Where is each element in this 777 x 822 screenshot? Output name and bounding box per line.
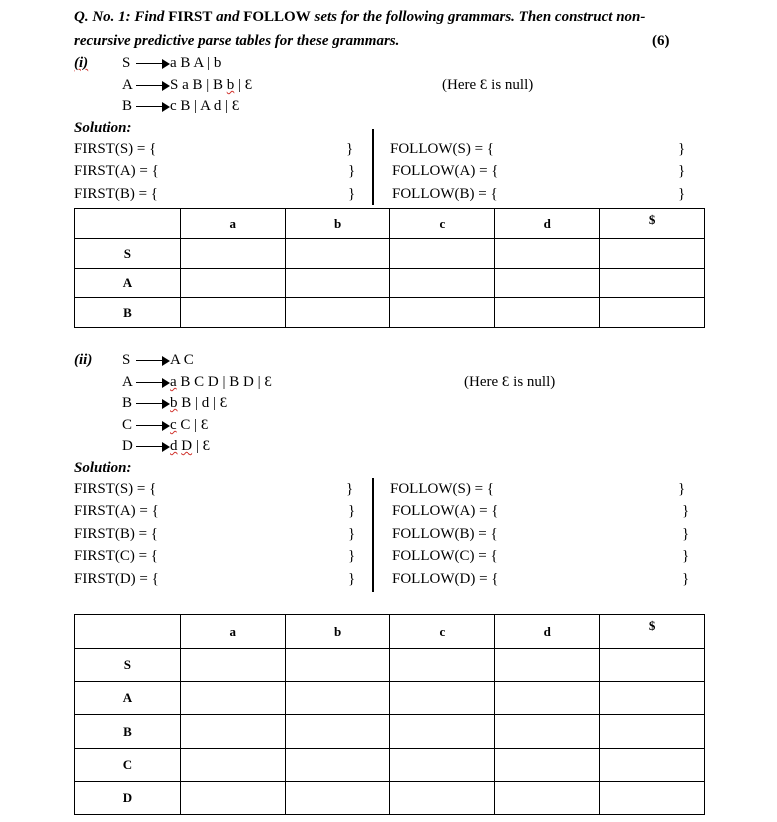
part2-first-c: FIRST(C) = { — [74, 548, 159, 564]
table-cell[interactable] — [600, 269, 705, 298]
table-row — [75, 649, 705, 682]
part2-first-s-close: } — [346, 481, 354, 497]
row-header: B — [75, 298, 181, 328]
row-header: A — [75, 269, 181, 298]
table-cell[interactable] — [495, 239, 600, 269]
table-cell[interactable] — [390, 715, 495, 749]
part2-follow-s: FOLLOW(S) = { — [390, 481, 494, 497]
table-cell[interactable] — [285, 239, 390, 269]
production-lhs: D — [122, 438, 133, 454]
table-header-row — [75, 615, 705, 649]
row-header: D — [75, 782, 181, 815]
row-header: S — [75, 239, 181, 269]
part2-production-a — [122, 374, 272, 391]
production-lhs: A — [122, 77, 133, 93]
part1-label: (i) — [74, 55, 89, 71]
part2-follow-d: FOLLOW(D) = { — [392, 571, 499, 587]
part1-first-b-close: } — [348, 186, 356, 202]
table-corner-cell — [75, 209, 181, 239]
table-cell[interactable] — [495, 298, 600, 328]
part1-production-a — [122, 77, 252, 94]
production-lhs: B — [122, 395, 133, 411]
table-cell[interactable] — [285, 782, 390, 815]
table-cell[interactable] — [600, 239, 705, 269]
question-marks: (6) — [652, 33, 670, 49]
table-cell[interactable] — [285, 269, 390, 298]
table-row — [75, 682, 705, 715]
part1-follow-a-close: } — [678, 163, 686, 179]
arrow-icon — [136, 59, 170, 69]
arrow-icon — [136, 399, 170, 409]
table-cell[interactable] — [285, 749, 390, 782]
part2-first-s: FIRST(S) = { — [74, 481, 157, 497]
row-header: C — [75, 749, 181, 782]
part2-first-b: FIRST(B) = { — [74, 526, 159, 542]
production-rhs: B C D | B D | Ɛ — [176, 374, 272, 390]
column-header: a — [180, 615, 285, 649]
part1-follow-a: FOLLOW(A) = { — [392, 163, 499, 179]
column-header: b — [285, 209, 390, 239]
question-text-2: and — [212, 9, 244, 25]
part1-production-s — [122, 55, 221, 72]
column-header: d — [495, 615, 600, 649]
part2-divider — [372, 478, 374, 592]
question-text-3: sets for the following grammars. Then construct non- — [310, 9, 646, 25]
table-cell[interactable] — [285, 649, 390, 682]
production-lhs: B — [122, 98, 133, 114]
production-rhs: B | d | Ɛ — [177, 395, 228, 411]
production-lhs: C — [122, 417, 133, 433]
part2-label: (ii) — [74, 352, 93, 368]
production-rhs: | Ɛ — [234, 77, 253, 93]
production-rhs: a B A | b — [170, 55, 222, 71]
part1-follow-s: FOLLOW(S) = { — [390, 141, 494, 157]
table-row — [75, 782, 705, 815]
table-cell[interactable] — [390, 269, 495, 298]
follow-keyword: FOLLOW — [243, 9, 311, 25]
table-row — [75, 749, 705, 782]
part2-first-b-close: } — [348, 526, 356, 542]
table-row — [75, 239, 705, 269]
table-cell[interactable] — [600, 749, 705, 782]
table-cell[interactable] — [495, 682, 600, 715]
production-rhs-token: D — [181, 438, 193, 454]
production-rhs: | Ɛ — [192, 438, 211, 454]
table-cell[interactable] — [180, 715, 285, 749]
table-cell[interactable] — [180, 749, 285, 782]
production-rhs-token: c — [170, 417, 177, 433]
part2-follow-a-close: } — [682, 503, 690, 519]
table-header-row — [75, 209, 705, 239]
table-cell[interactable] — [180, 269, 285, 298]
arrow-icon — [136, 421, 170, 431]
production-lhs: S — [122, 352, 131, 368]
part1-first-s: FIRST(S) = { — [74, 141, 157, 157]
table-cell[interactable] — [495, 715, 600, 749]
production-lhs: S — [122, 55, 131, 71]
table-cell[interactable] — [390, 749, 495, 782]
first-keyword: FIRST — [168, 9, 213, 25]
question-line-1 — [74, 9, 645, 26]
part1-parse-table — [74, 208, 705, 328]
table-cell[interactable] — [390, 298, 495, 328]
table-row — [75, 298, 705, 328]
part2-follow-a: FOLLOW(A) = { — [392, 503, 499, 519]
question-number: Q. No. 1: — [74, 9, 135, 25]
arrow-icon — [136, 356, 170, 366]
row-header: A — [75, 682, 181, 715]
table-cell[interactable] — [600, 715, 705, 749]
production-rhs: A C — [170, 352, 194, 368]
table-cell[interactable] — [285, 682, 390, 715]
table-cell[interactable] — [495, 782, 600, 815]
table-cell[interactable] — [180, 682, 285, 715]
table-cell[interactable] — [600, 649, 705, 682]
part1-production-b — [122, 98, 239, 115]
table-cell[interactable] — [285, 715, 390, 749]
part2-follow-s-close: } — [678, 481, 686, 497]
part2-first-c-close: } — [348, 548, 356, 564]
part2-follow-c-close: } — [682, 548, 690, 564]
part2-production-d — [122, 438, 210, 455]
column-header: a — [180, 209, 285, 239]
table-cell[interactable] — [390, 649, 495, 682]
question-text-1: Find — [134, 9, 169, 25]
arrow-icon — [136, 442, 170, 452]
production-rhs-token: b — [170, 395, 178, 411]
production-rhs: c B | A d | Ɛ — [170, 98, 240, 114]
table-cell[interactable] — [180, 239, 285, 269]
row-header: B — [75, 715, 181, 749]
production-rhs: C | Ɛ — [176, 417, 209, 433]
part2-first-a-close: } — [348, 503, 356, 519]
part2-null-note: (Here Ɛ is null) — [464, 374, 556, 390]
part2-follow-d-close: } — [682, 571, 690, 587]
table-cell[interactable] — [600, 298, 705, 328]
part2-production-s — [122, 352, 194, 369]
part2-production-c — [122, 417, 208, 434]
column-header: $ — [600, 615, 705, 649]
table-cell[interactable] — [390, 782, 495, 815]
table-cell[interactable] — [495, 749, 600, 782]
table-cell[interactable] — [390, 682, 495, 715]
table-cell[interactable] — [495, 269, 600, 298]
part1-solution-label: Solution: — [74, 120, 132, 136]
question-line-2: recursive predictive parse tables for these grammars. — [74, 33, 400, 49]
part1-follow-b-close: } — [678, 186, 686, 202]
production-rhs-token: d — [170, 438, 178, 454]
table-cell[interactable] — [390, 239, 495, 269]
part1-divider — [372, 129, 374, 205]
part2-solution-label: Solution: — [74, 460, 132, 476]
table-row — [75, 269, 705, 298]
part1-follow-b: FOLLOW(B) = { — [392, 186, 498, 202]
part2-first-d-close: } — [348, 571, 356, 587]
arrow-icon — [136, 102, 170, 112]
part2-follow-c: FOLLOW(C) = { — [392, 548, 498, 564]
column-header: c — [390, 209, 495, 239]
column-header: b — [285, 615, 390, 649]
part2-parse-table — [74, 614, 705, 815]
part2-first-d: FIRST(D) = { — [74, 571, 159, 587]
part1-follow-s-close: } — [678, 141, 686, 157]
table-cell[interactable] — [600, 682, 705, 715]
table-corner-cell — [75, 615, 181, 649]
part1-first-a-close: } — [348, 163, 356, 179]
part1-first-b: FIRST(B) = { — [74, 186, 159, 202]
production-rhs: S a B | B — [170, 77, 227, 93]
part1-first-s-close: } — [346, 141, 354, 157]
production-rhs-token: b — [226, 77, 235, 93]
part2-production-b — [122, 395, 227, 412]
table-cell[interactable] — [495, 649, 600, 682]
column-header: $ — [600, 209, 705, 239]
production-rhs-token: a — [170, 374, 177, 390]
part1-null-note: (Here Ɛ is null) — [442, 77, 534, 93]
part1-first-a: FIRST(A) = { — [74, 163, 159, 179]
table-cell[interactable] — [600, 782, 705, 815]
table-row — [75, 715, 705, 749]
column-header: d — [495, 209, 600, 239]
arrow-icon — [136, 81, 170, 91]
part2-first-a: FIRST(A) = { — [74, 503, 159, 519]
part2-follow-b-close: } — [682, 526, 690, 542]
table-cell[interactable] — [180, 298, 285, 328]
column-header: c — [390, 615, 495, 649]
table-cell[interactable] — [180, 782, 285, 815]
production-lhs: A — [122, 374, 133, 390]
table-cell[interactable] — [285, 298, 390, 328]
part2-follow-b: FOLLOW(B) = { — [392, 526, 498, 542]
row-header: S — [75, 649, 181, 682]
table-cell[interactable] — [180, 649, 285, 682]
arrow-icon — [136, 378, 170, 388]
